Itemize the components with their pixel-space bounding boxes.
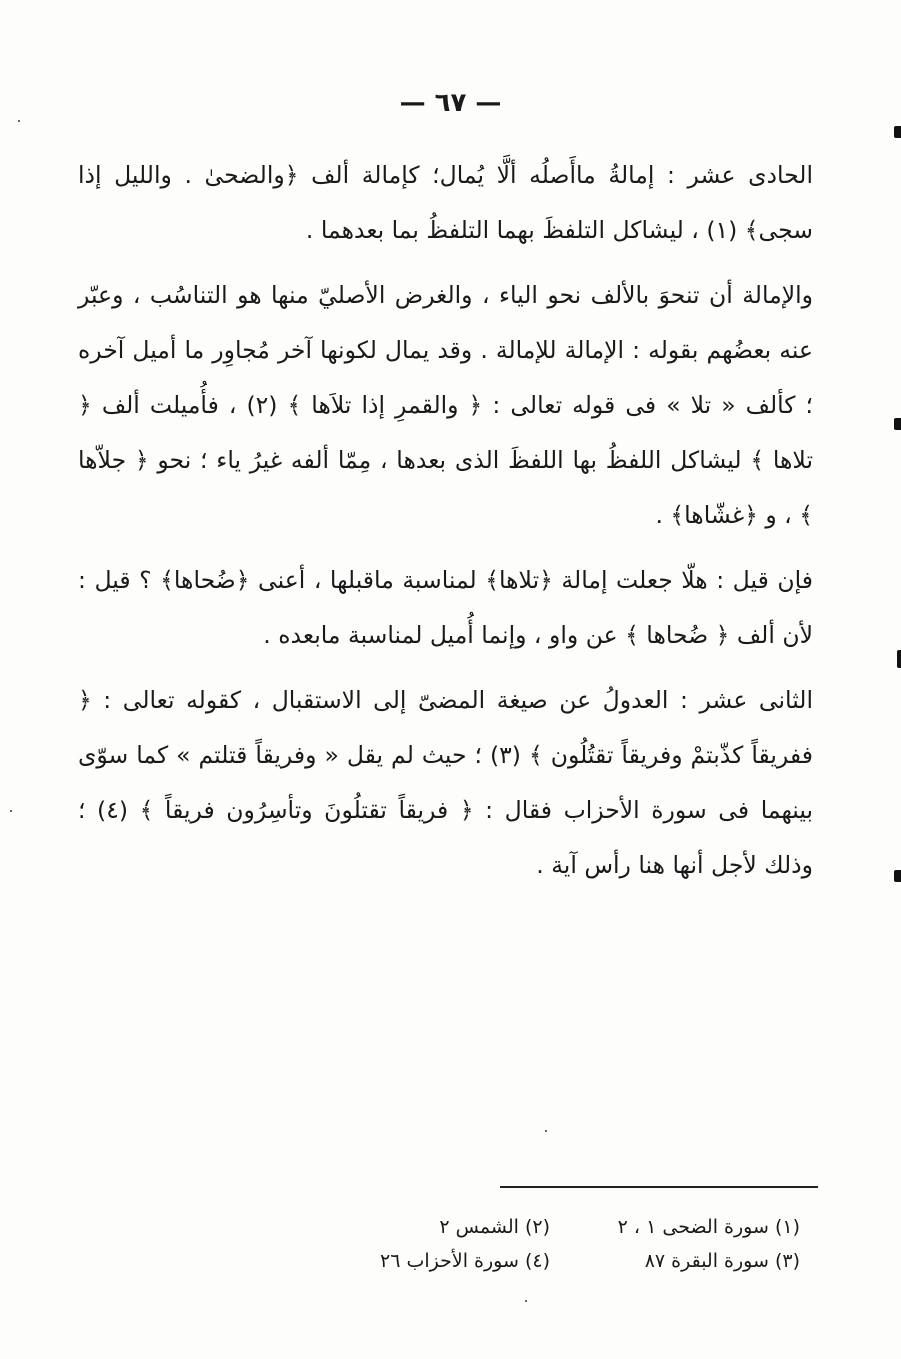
footnote-1: (١) سورة الضحى ١ ، ٢ — [617, 1216, 800, 1238]
footnote-row — [330, 1244, 800, 1278]
paragraph-eleventh: الحادى عشر : إمالةُ ماأَصلُه ألَّا يُمال؛ كإمالة ألف ﴿والضحىٰ . والليل إذا سجى﴾ (١) ، ليشاكل التلفظَ بهما التلفظُ بما بعدهما . — [78, 161, 813, 244]
scan-speck — [525, 1300, 527, 1302]
binding-mark — [894, 126, 901, 138]
footnote-4: (٤) سورة الأحزاب ٢٦ — [380, 1250, 550, 1272]
body-text — [78, 148, 813, 903]
paragraph-twelfth: الثانى عشر : العدولُ عن صيغة المضىّ إلى الاستقبال ، كقوله تعالى : ﴿ ففريقاً كذّبتمْ وفريقاً تقتُلُون ﴾ (٣) ؛ حيث لم يقل « وفريقاً قتلتم » كما سوّى بينهما فى سورة الأحزاب فقال : ﴿ فريقاً تقتلُونَ وتأسِرُون فريقاً ﴾ (٤) ؛ وذلك لأجل أنها هنا رأس آية . — [78, 686, 813, 879]
binding-mark — [894, 418, 901, 430]
binding-mark — [897, 650, 901, 668]
footnote-2: (٢) الشمس ٢ — [439, 1216, 550, 1238]
footnote-3: (٣) سورة البقرة ٨٧ — [644, 1250, 800, 1272]
scan-speck — [545, 1130, 547, 1132]
footnote-divider — [500, 1186, 818, 1188]
footnotes — [330, 1210, 800, 1278]
footnote-row — [330, 1210, 800, 1244]
page-number: — ٦٧ — — [399, 88, 502, 118]
scan-speck — [10, 810, 12, 812]
scan-speck — [18, 120, 20, 122]
paragraph-question: فإن قيل : هلّا جعلت إمالة ﴿تلاها﴾ لمناسبة ماقبلها ، أعنى ﴿ضُحاها﴾ ؟ قيل : لأن ألف ﴿ ضُحاها ﴾ عن واو ، وإنما أُميل لمناسبة مابعده . — [78, 566, 813, 649]
paragraph-imala-definition: والإمالة أن تنحوَ بالألف نحو الياء ، والغرض الأصليّ منها هو التناسُب ، وعبّر عنه بعضُهم بقوله : الإمالة للإمالة . وقد يمال لكونها آخر مُجاوِر ما أميل آخره ؛ كألف « تلا » فى قوله تعالى : ﴿ والقمرِ إذا تلاَها ﴾ (٢) ، فأُميلت ألف ﴿ تلاها ﴾ ليشاكل اللفظُ بها اللفظَ الذى بعدها ، مِمّا ألفه غيرُ ياء ؛ نحو ﴿ جلاّها ﴾ ، و ﴿غشّاها﴾ . — [78, 281, 813, 529]
binding-mark — [894, 870, 901, 882]
